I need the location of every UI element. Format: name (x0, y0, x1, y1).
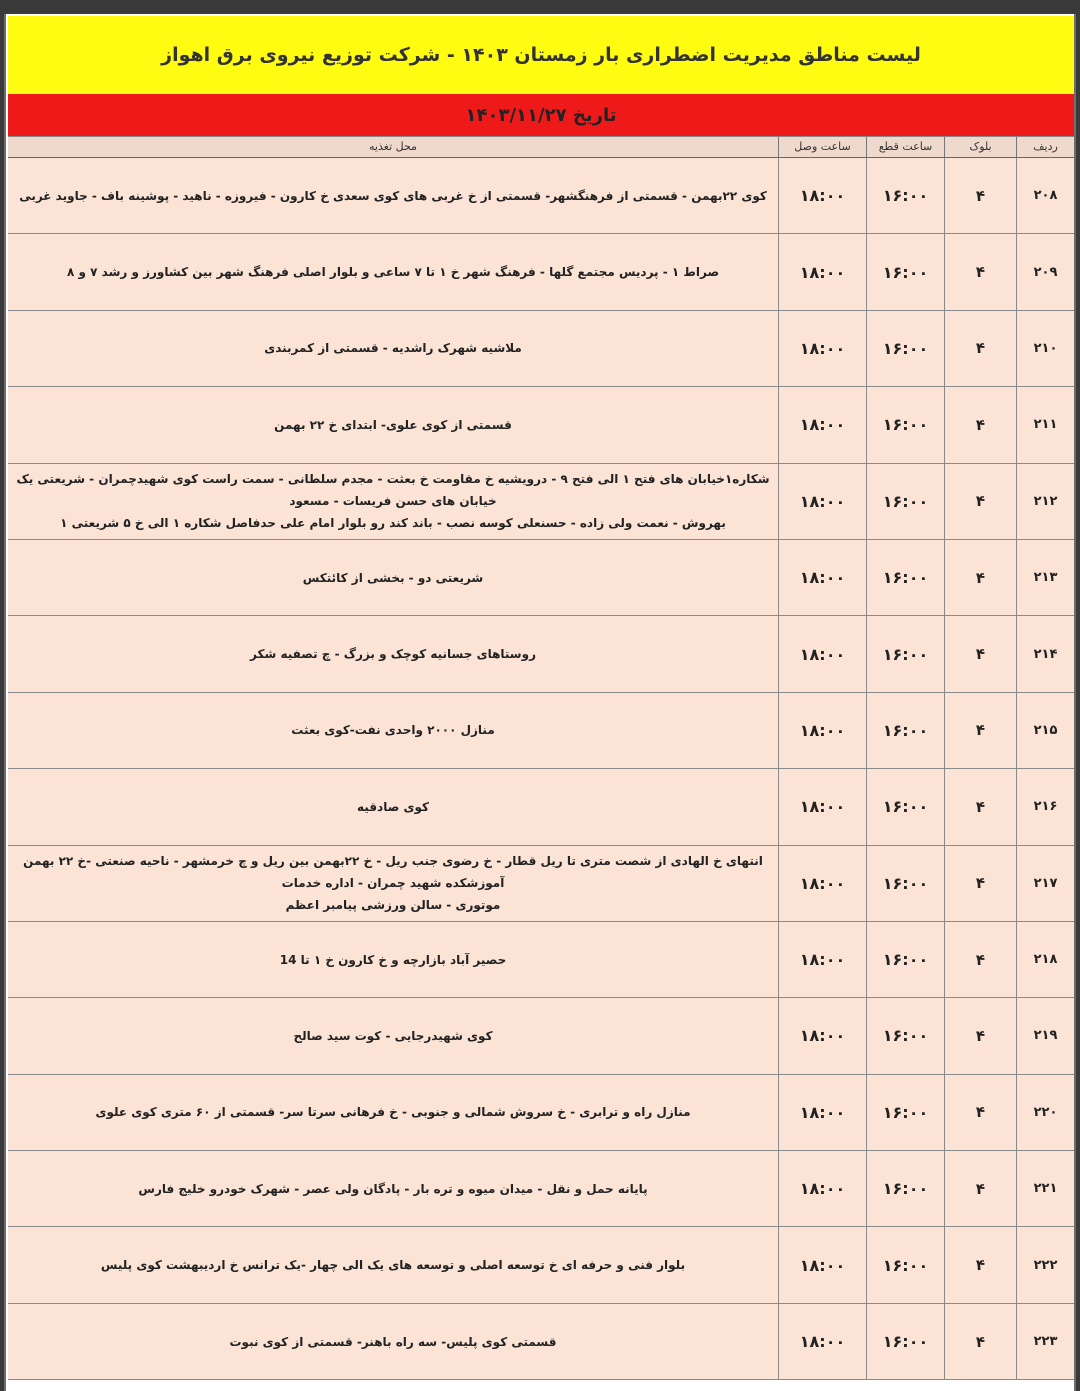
row-number: ۲۱۹ (1016, 998, 1074, 1073)
row-number: ۲۱۸ (1016, 922, 1074, 997)
location-cell (8, 769, 778, 844)
connect-time: ۱۸:۰۰ (778, 1227, 866, 1302)
header-block: بلوک (944, 137, 1016, 157)
cut-time: ۱۶:۰۰ (866, 769, 944, 844)
block-number: ۴ (944, 922, 1016, 997)
cut-time: ۱۶:۰۰ (866, 616, 944, 691)
location-text: قسمتی کوی پلیس- سه راه باهنر- قسمتی از کوی نبوت (229, 1334, 557, 1349)
cut-time: ۱۶:۰۰ (866, 1151, 944, 1226)
row-number: ۲۲۰ (1016, 1075, 1074, 1150)
block-number: ۴ (944, 1151, 1016, 1226)
location-text: کوی ۲۲بهمن - قسمتی از فرهنگشهر- قسمتی از خ غربی های کوی سعدی خ کارون - فیروزه - ناهید - پوشینه باف - جاوید غربی (19, 188, 767, 203)
cut-time: ۱۶:۰۰ (866, 922, 944, 997)
table-row (8, 846, 1074, 922)
connect-time: ۱۸:۰۰ (778, 998, 866, 1073)
connect-time: ۱۸:۰۰ (778, 1075, 866, 1150)
location-text: شریعتی دو - بخشی از کائتکس (302, 570, 484, 585)
table-row (8, 311, 1074, 387)
header-connect-time: ساعت وصل (778, 137, 866, 157)
row-number: ۲۱۴ (1016, 616, 1074, 691)
table-row (8, 464, 1074, 540)
table-header (8, 136, 1074, 158)
header-row-number: ردیف (1016, 137, 1074, 157)
connect-time: ۱۸:۰۰ (778, 846, 866, 921)
connect-time: ۱۸:۰۰ (778, 1151, 866, 1226)
title-banner (8, 16, 1074, 94)
connect-time: ۱۸:۰۰ (778, 540, 866, 615)
connect-time: ۱۸:۰۰ (778, 311, 866, 386)
table-row (8, 234, 1074, 310)
table-row (8, 769, 1074, 845)
connect-time: ۱۸:۰۰ (778, 387, 866, 462)
row-number: ۲۲۳ (1016, 1304, 1074, 1379)
location-text: بلوار فنی و حرفه ای خ توسعه اصلی و توسعه های یک الی چهار -یک ترانس خ اردیبهشت کوی پلیس (100, 1258, 686, 1273)
table-row (8, 387, 1074, 463)
location-cell (8, 1075, 778, 1150)
location-text: پایانه حمل و نقل - میدان میوه و تره بار - پادگان ولی عصر - شهرک خودرو خلیج فارس (138, 1181, 648, 1196)
row-number: ۲۱۱ (1016, 387, 1074, 462)
cut-time: ۱۶:۰۰ (866, 693, 944, 768)
header-location: محل تغذیه (369, 140, 417, 153)
table-row (8, 693, 1074, 769)
location-text: منازل ۲۰۰۰ واحدی نفت-کوی بعثت (291, 723, 495, 738)
block-number: ۴ (944, 311, 1016, 386)
location-text: روستاهای جسانیه کوچک و بزرگ - چ تصفیه شکر (250, 647, 536, 662)
date-banner (8, 94, 1074, 136)
block-number: ۴ (944, 464, 1016, 539)
block-number: ۴ (944, 769, 1016, 844)
row-number: ۲۰۹ (1016, 234, 1074, 309)
location-text: حصیر آباد بازارچه و خ کارون خ ۱ تا 14 (279, 952, 507, 967)
location-cell (8, 234, 778, 309)
row-number: ۲۲۱ (1016, 1151, 1074, 1226)
table-row (8, 1075, 1074, 1151)
row-number: ۲۱۵ (1016, 693, 1074, 768)
row-number: ۲۱۶ (1016, 769, 1074, 844)
location-text: شکاره۱خیابان های فتح ۱ الی فتح ۹ - درویشیه خ مقاومت خ بعثت - مجدم سلطانی - سمت راست کوی شهیدچمران - شریعتی یک خیابان های حسن فریسات - مسعود (16, 472, 770, 509)
location-cell (8, 387, 778, 462)
location-cell (8, 922, 778, 997)
schedule-sheet (4, 14, 1076, 1391)
location-cell (8, 158, 778, 233)
block-number: ۴ (944, 1304, 1016, 1379)
location-text: انتهای خ الهادی از شصت متری تا ریل قطار - خ رضوی جنب ریل - خ ۲۲بهمن بین ریل و چ خرمشهر - ناحیه صنعتی -خ ۲۲ بهمن آموزشکده شهید چمران - اداره خدمات (23, 854, 763, 891)
block-number: ۴ (944, 616, 1016, 691)
location-cell (8, 464, 778, 539)
date-label: تاریخ ۱۴۰۳/۱۱/۲۷ (465, 104, 617, 126)
location-cell (8, 1304, 778, 1379)
location-cell (8, 540, 778, 615)
cut-time: ۱۶:۰۰ (866, 1227, 944, 1302)
cut-time: ۱۶:۰۰ (866, 464, 944, 539)
cut-time: ۱۶:۰۰ (866, 998, 944, 1073)
connect-time: ۱۸:۰۰ (778, 616, 866, 691)
block-number: ۴ (944, 693, 1016, 768)
connect-time: ۱۸:۰۰ (778, 1304, 866, 1379)
location-cell (8, 1151, 778, 1226)
cut-time: ۱۶:۰۰ (866, 846, 944, 921)
row-number: ۲۰۸ (1016, 158, 1074, 233)
page-title: لیست مناطق مدیریت اضطراری بار زمستان ۱۴۰۳ - شرکت توزیع نیروی برق اهواز (161, 44, 921, 66)
connect-time: ۱۸:۰۰ (778, 234, 866, 309)
cut-time: ۱۶:۰۰ (866, 1075, 944, 1150)
row-number: ۲۱۰ (1016, 311, 1074, 386)
cut-time: ۱۶:۰۰ (866, 158, 944, 233)
connect-time: ۱۸:۰۰ (778, 464, 866, 539)
location-text-line2: بهروش - نعمت ولی زاده - حسنعلی کوسه نصب - باند کند رو بلوار امام علی حدفاصل شکاره ۱ الی خ ۵ شریعتی ۱ (60, 516, 726, 531)
block-number: ۴ (944, 1075, 1016, 1150)
header-cut-time: ساعت قطع (866, 137, 944, 157)
block-number: ۴ (944, 234, 1016, 309)
connect-time: ۱۸:۰۰ (778, 158, 866, 233)
block-number: ۴ (944, 998, 1016, 1073)
table-row (8, 1227, 1074, 1303)
block-number: ۴ (944, 846, 1016, 921)
location-cell (8, 616, 778, 691)
connect-time: ۱۸:۰۰ (778, 769, 866, 844)
location-text-line2: موتوری - سالن ورزشی پیامبر اعظم (285, 898, 501, 913)
table-row (8, 616, 1074, 692)
block-number: ۴ (944, 387, 1016, 462)
table-row (8, 922, 1074, 998)
cut-time: ۱۶:۰۰ (866, 234, 944, 309)
connect-time: ۱۸:۰۰ (778, 922, 866, 997)
location-text: کوی صادقیه (357, 799, 429, 814)
location-cell (8, 1227, 778, 1302)
cut-time: ۱۶:۰۰ (866, 311, 944, 386)
cut-time: ۱۶:۰۰ (866, 540, 944, 615)
block-number: ۴ (944, 158, 1016, 233)
location-text: صراط ۱ - پردیس مجتمع گلها - فرهنگ شهر خ ۱ تا ۷ ساعی و بلوار اصلی فرهنگ شهر بین کشاورز و رشد ۷ و ۸ (66, 265, 720, 280)
cut-time: ۱۶:۰۰ (866, 387, 944, 462)
location-text: منازل راه و ترابری - خ سروش شمالی و جنوبی - خ فرهانی سرتا سر- قسمتی از ۶۰ متری کوی علوی (95, 1105, 691, 1120)
block-number: ۴ (944, 540, 1016, 615)
row-number: ۲۲۲ (1016, 1227, 1074, 1302)
cut-time: ۱۶:۰۰ (866, 1304, 944, 1379)
row-number: ۲۱۲ (1016, 464, 1074, 539)
location-cell (8, 693, 778, 768)
location-text: کوی شهیدرجایی - کوت سید صالح (293, 1028, 493, 1043)
table-row (8, 1304, 1074, 1380)
location-cell (8, 311, 778, 386)
location-text: ملاشیه شهرک راشدیه - قسمتی از کمربندی (264, 341, 522, 356)
table-row (8, 1151, 1074, 1227)
table-row (8, 540, 1074, 616)
location-cell (8, 846, 778, 921)
location-cell (8, 998, 778, 1073)
location-text: قسمتی از کوی علوی- ابتدای خ ۲۲ بهمن (274, 417, 512, 432)
table-row (8, 158, 1074, 234)
row-number: ۲۱۳ (1016, 540, 1074, 615)
row-number: ۲۱۷ (1016, 846, 1074, 921)
connect-time: ۱۸:۰۰ (778, 693, 866, 768)
table-body (8, 158, 1074, 1380)
block-number: ۴ (944, 1227, 1016, 1302)
table-row (8, 998, 1074, 1074)
